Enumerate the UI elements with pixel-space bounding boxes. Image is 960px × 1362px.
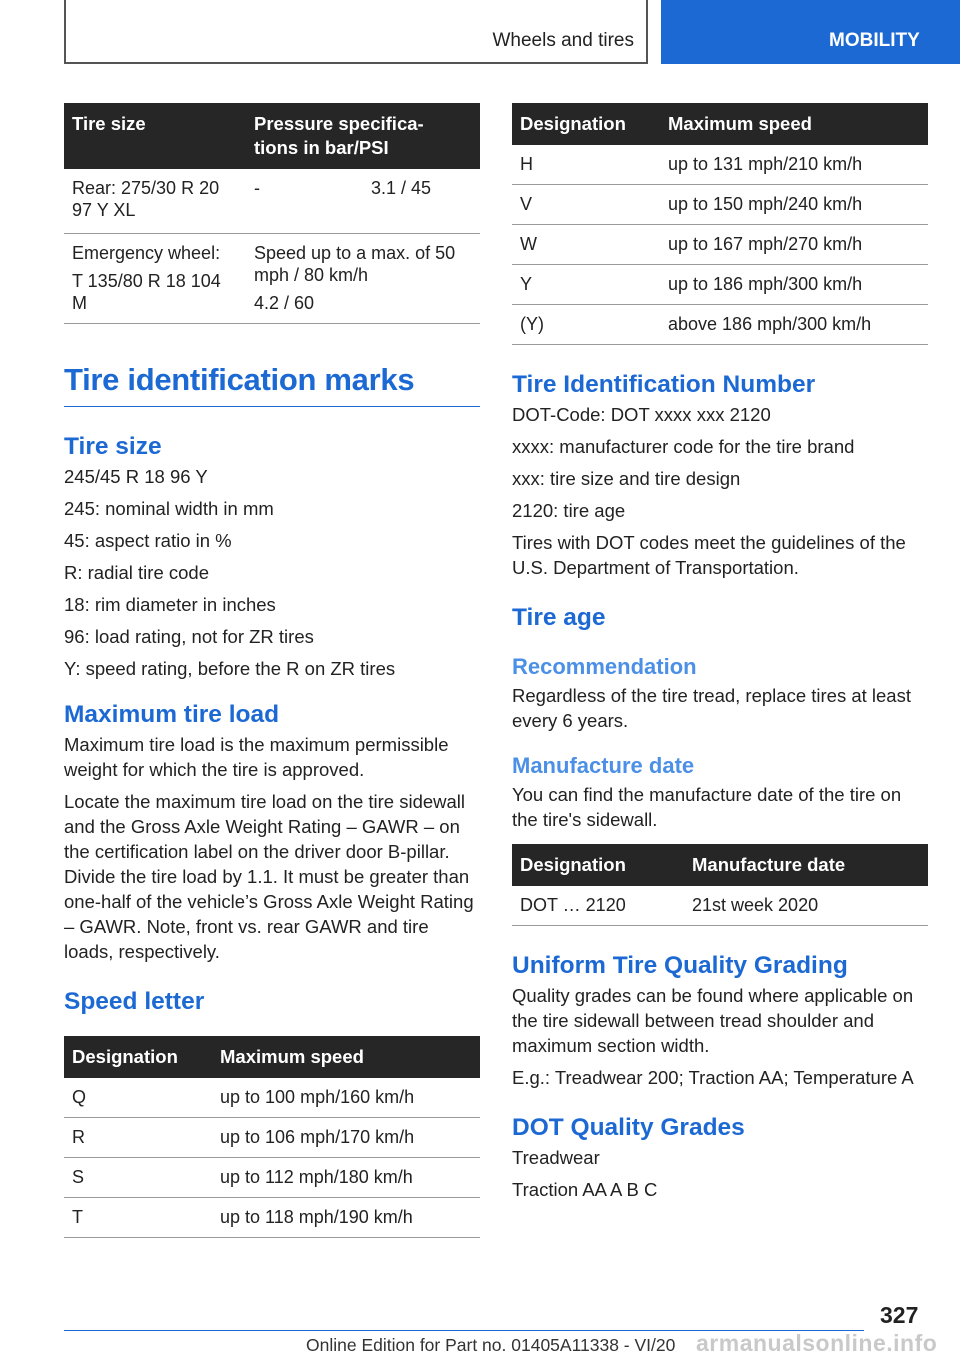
pressure-header-spec: Pressure specifica- tions in bar/PSI <box>246 103 480 169</box>
table-cell: up to 131 mph/210 km/h <box>660 145 928 185</box>
table-cell: Q <box>64 1078 212 1118</box>
table-row <box>64 169 480 234</box>
list-item: 96: load rating, not for ZR tires <box>64 626 314 647</box>
pressure-header-size: Tire size <box>64 103 246 169</box>
max-load-paragraph-2: Locate the maximum tire load on the tire sidewall and the Gross Axle Weight Rating – GAWR – on the certification label on the driver door B-pillar. Divide the tire load by 1.1. It must be greater than one-half of the vehicle’s Gross Axle Weight Rating – GAWR. Note, front vs. rear GAWR and tire loads, respectively. <box>64 791 474 962</box>
utqg-paragraph-2: E.g.: Treadwear 200; Traction AA; Temperature A <box>512 1067 914 1088</box>
list-item: 45: aspect ratio in % <box>64 530 232 551</box>
page-number: 327 <box>880 1302 919 1328</box>
table-row <box>512 265 928 305</box>
pressure-row2-spec <box>246 234 480 324</box>
tin-heading: Tire Identification Number <box>512 371 816 398</box>
table-cell: V <box>512 185 660 225</box>
pressure-row1-size: Rear: 275/30 R 20 97 Y XL <box>64 169 246 234</box>
page-title: Tire identification marks <box>64 362 480 407</box>
pressure-row1-value: 3.1 / 45 <box>363 169 480 234</box>
list-item: 245/45 R 18 96 Y <box>64 466 208 487</box>
table-row <box>512 886 928 926</box>
chapter-tab: MOBILITY <box>661 0 960 64</box>
table-cell: H <box>512 145 660 185</box>
utqg-paragraph-1: Quality grades can be found where applicable on the tire sidewall between tread shoulder and maximum section width. <box>512 985 914 1056</box>
dot-grades-heading: DOT Quality Grades <box>512 1114 745 1141</box>
table-cell: up to 106 mph/170 km/h <box>212 1118 480 1158</box>
manufacture-date-text: You can find the manufacture date of the tire on the tire's sidewall. <box>512 784 902 830</box>
speed-letter-heading: Speed letter <box>64 988 205 1015</box>
pressure-row2-size <box>64 234 246 324</box>
table-row <box>64 234 480 324</box>
max-load-paragraph-1: Maximum tire load is the maximum permissible weight for which the tire is approved. <box>64 734 449 780</box>
footer-edition: Online Edition for Part no. 01405A11338 - VI/20 <box>306 1335 676 1355</box>
speed-table-right <box>512 103 928 345</box>
list-item: DOT-Code: DOT xxxx xxx 2120 <box>512 404 771 425</box>
list-item: R: radial tire code <box>64 562 209 583</box>
tire-age-heading: Tire age <box>512 604 606 631</box>
table-cell: up to 186 mph/300 km/h <box>660 265 928 305</box>
recommendation-heading: Recommendation <box>512 654 697 679</box>
table-cell: up to 150 mph/240 km/h <box>660 185 928 225</box>
table-cell: S <box>64 1158 212 1198</box>
table-cell: above 186 mph/300 km/h <box>660 305 928 345</box>
table-cell: 21st week 2020 <box>684 886 928 926</box>
pressure-row1-dash: - <box>246 169 363 234</box>
table-row <box>512 185 928 225</box>
table-row <box>512 145 928 185</box>
table-row <box>512 305 928 345</box>
table-cell: up to 112 mph/180 km/h <box>212 1158 480 1198</box>
speed-left-header-designation: Designation <box>64 1036 212 1078</box>
tire-size-list <box>64 464 480 681</box>
table-cell: up to 118 mph/190 km/h <box>212 1198 480 1238</box>
section-title: Wheels and tires <box>492 30 634 51</box>
recommendation-text: Regardless of the tire tread, replace tires at least every 6 years. <box>512 685 911 731</box>
list-item: 2120: tire age <box>512 500 626 521</box>
table-cell: up to 100 mph/160 km/h <box>212 1078 480 1118</box>
mfg-header-designation: Designation <box>512 844 684 886</box>
manufacture-date-table <box>512 844 928 926</box>
left-column <box>64 103 480 1238</box>
mfg-header-date: Manufacture date <box>684 844 928 886</box>
table-cell: DOT … 2120 <box>512 886 684 926</box>
list-item: Traction AA A B C <box>512 1179 658 1200</box>
manufacture-date-heading: Manufacture date <box>512 753 695 778</box>
list-item: xxx: tire size and tire design <box>512 468 741 489</box>
list-item: Treadwear <box>512 1147 600 1168</box>
emergency-speed-note: Speed up to a max. of 50 mph / 80 km/h <box>254 243 456 285</box>
speed-table-left <box>64 1036 480 1238</box>
tire-size-heading: Tire size <box>64 433 162 460</box>
table-row <box>64 1198 480 1238</box>
table-row <box>64 1158 480 1198</box>
header-section-box <box>64 0 648 64</box>
tin-list <box>512 402 928 580</box>
table-cell: R <box>64 1118 212 1158</box>
emergency-pressure-value: 4.2 / 60 <box>254 293 315 313</box>
table-row <box>64 1118 480 1158</box>
speed-right-header-max: Maximum speed <box>660 103 928 145</box>
speed-right-header-designation: Designation <box>512 103 660 145</box>
list-item: 245: nominal width in mm <box>64 498 274 519</box>
table-row <box>512 225 928 265</box>
table-cell: T <box>64 1198 212 1238</box>
emergency-wheel-size: T 135/80 R 18 104 M <box>72 271 221 313</box>
list-item: Tires with DOT codes meet the guidelines of the U.S. Department of Transportation. <box>512 532 906 578</box>
watermark: armanualsonline.info <box>696 1330 938 1356</box>
table-cell: Y <box>512 265 660 305</box>
list-item: 18: rim diameter in inches <box>64 594 276 615</box>
emergency-wheel-label: Emergency wheel: <box>72 243 221 263</box>
table-cell: (Y) <box>512 305 660 345</box>
table-cell: W <box>512 225 660 265</box>
speed-left-header-max: Maximum speed <box>212 1036 480 1078</box>
list-item: Y: speed rating, before the R on ZR tires <box>64 658 396 679</box>
max-load-heading: Maximum tire load <box>64 701 280 728</box>
utqg-heading: Uniform Tire Quality Grading <box>512 952 848 979</box>
table-row <box>64 1078 480 1118</box>
table-cell: up to 167 mph/270 km/h <box>660 225 928 265</box>
list-item: xxxx: manufacturer code for the tire brand <box>512 436 855 457</box>
right-column <box>512 103 928 1209</box>
pressure-table <box>64 103 480 324</box>
